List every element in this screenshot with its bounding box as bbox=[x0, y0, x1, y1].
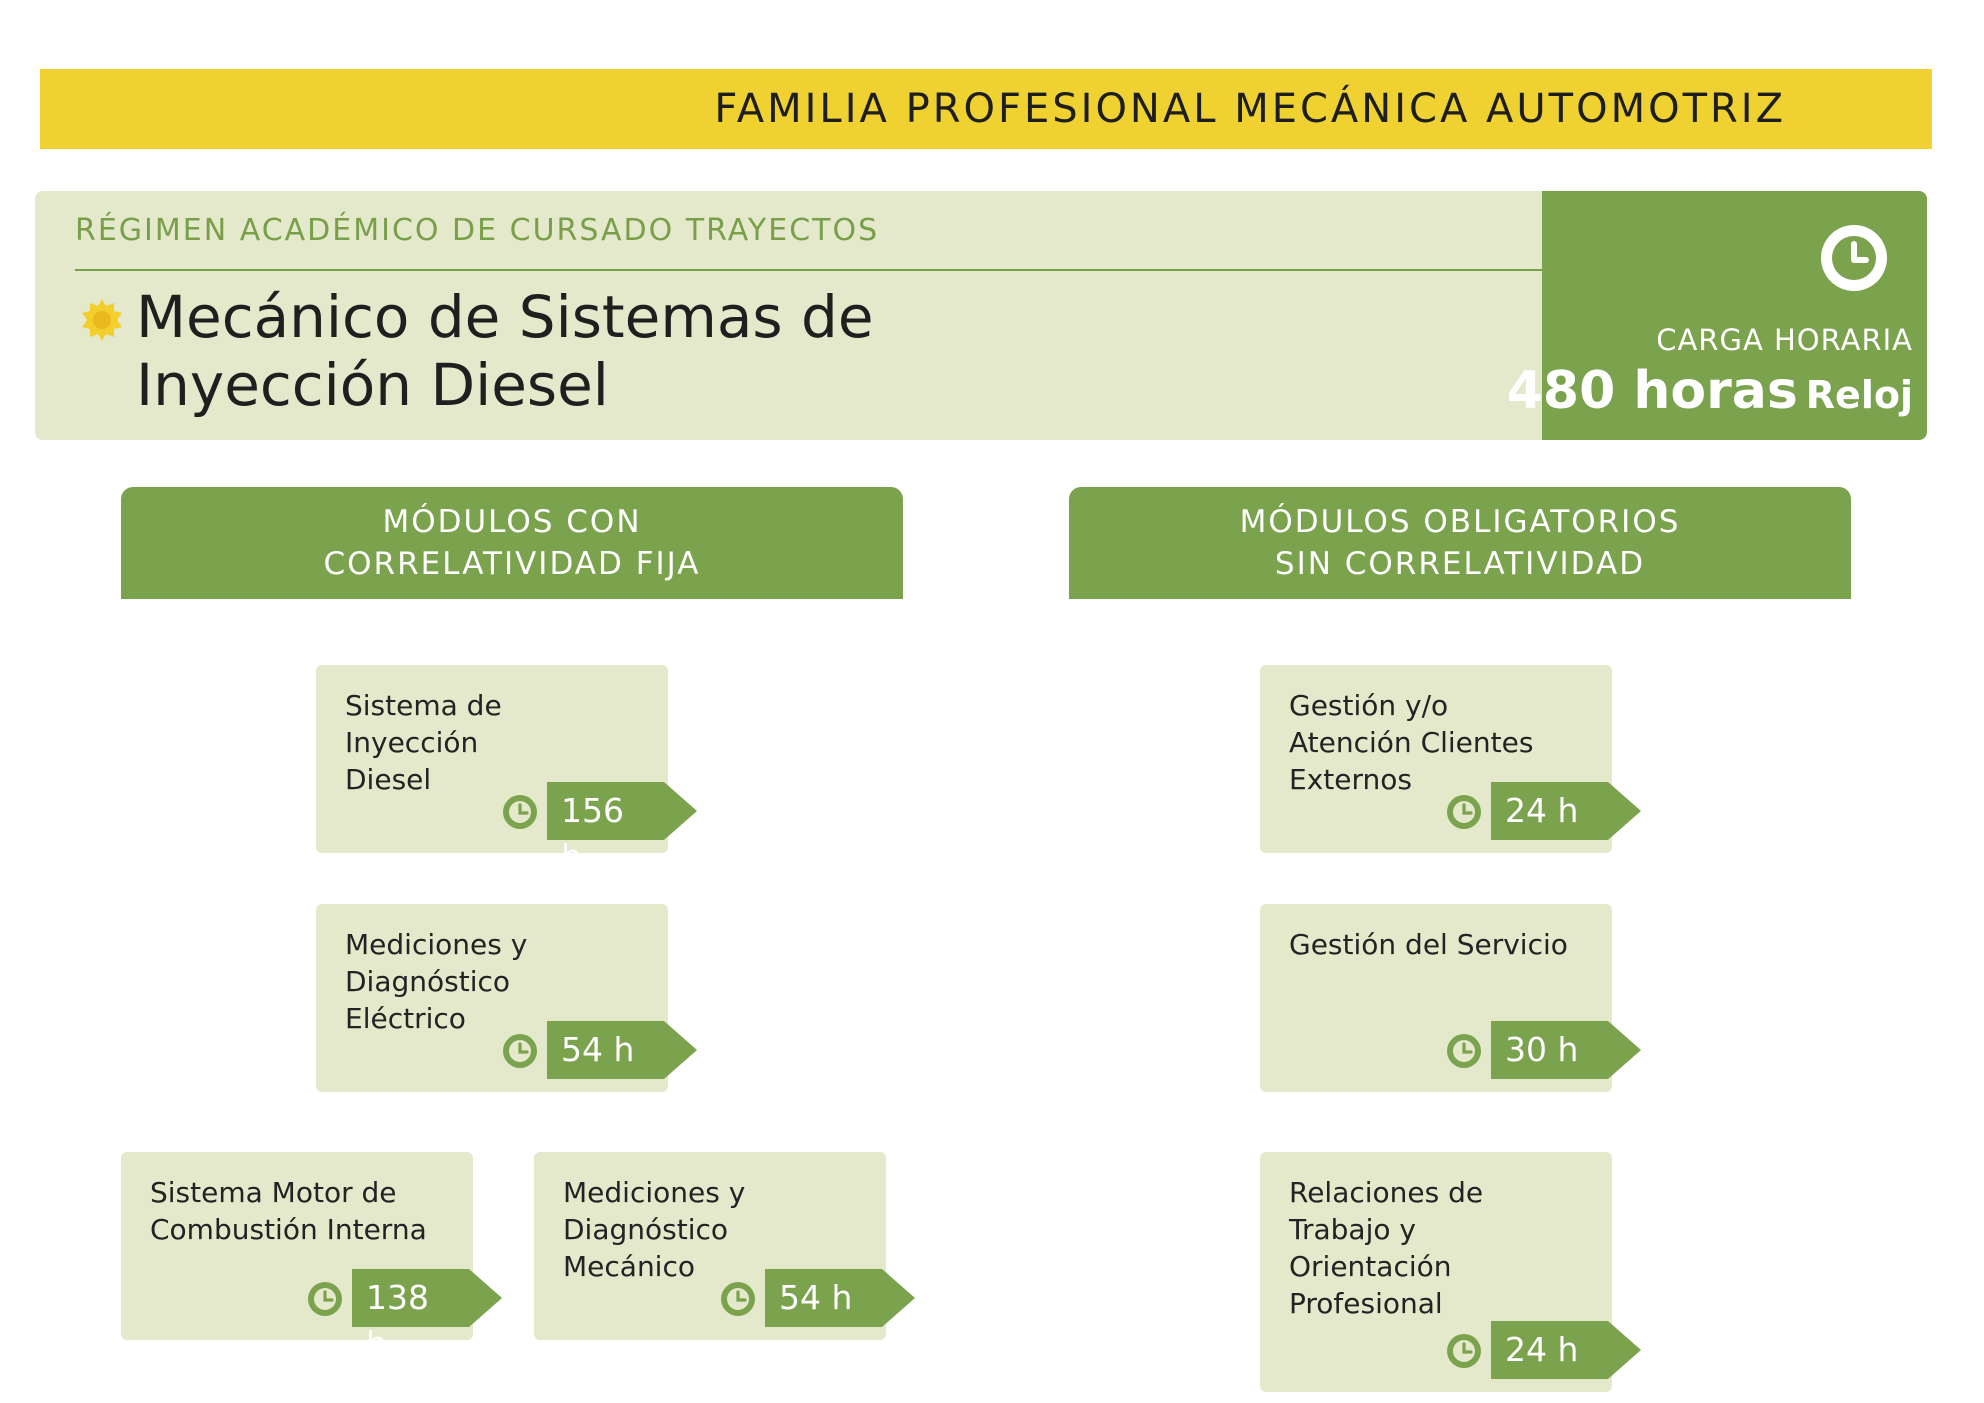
module-card bbox=[316, 904, 668, 1092]
module-hours bbox=[501, 782, 653, 876]
column-header-fixed-correlativity bbox=[121, 487, 903, 599]
family-title: FAMILIA PROFESIONAL MECÁNICA AUTOMOTRIZ bbox=[714, 86, 1786, 132]
column-header-line-2: CORRELATIVIDAD FIJA bbox=[323, 546, 701, 582]
module-hours bbox=[1445, 782, 1597, 840]
top-banner bbox=[40, 69, 1932, 149]
clock-icon bbox=[1445, 1032, 1483, 1070]
module-name: Gestión y/o Atención Clientes Externos bbox=[1289, 689, 1534, 796]
column-header-line-2: SIN CORRELATIVIDAD bbox=[1274, 546, 1646, 582]
module-name: Mediciones y Diagnóstico Mecánico bbox=[563, 1176, 746, 1283]
carga-horaria-value bbox=[1507, 361, 1913, 421]
column-header-line-1: MÓDULOS OBLIGATORIOS bbox=[1239, 504, 1681, 540]
module-card bbox=[316, 665, 668, 876]
clock-icon bbox=[1815, 219, 1893, 297]
hours-value: 138 h bbox=[366, 1278, 429, 1363]
header-divider bbox=[75, 269, 1545, 271]
module-hours bbox=[501, 1021, 653, 1079]
module-card bbox=[1260, 904, 1612, 1092]
module-name: Mediciones y Diagnóstico Eléctrico bbox=[345, 928, 528, 1035]
module-card bbox=[1260, 1152, 1612, 1392]
module-name: Sistema Motor de Combustión Interna bbox=[150, 1176, 427, 1246]
carga-horaria-hours: 480 horas bbox=[1506, 361, 1798, 421]
module-name: Gestión del Servicio bbox=[1289, 928, 1568, 961]
module-hours bbox=[1445, 1321, 1597, 1379]
module-card bbox=[1260, 665, 1612, 853]
hours-value: 54 h bbox=[561, 1030, 635, 1069]
column-header-mandatory bbox=[1069, 487, 1851, 599]
hours-value: 24 h bbox=[1505, 791, 1579, 830]
carga-horaria-label: CARGA HORARIA bbox=[1656, 323, 1913, 357]
column-header-line-1: MÓDULOS CON bbox=[382, 504, 642, 540]
hours-value: 156 h bbox=[561, 791, 624, 876]
module-name: Sistema de Inyección Diesel bbox=[345, 689, 502, 796]
course-title-line-2: Inyección Diesel bbox=[136, 351, 609, 419]
hours-value: 54 h bbox=[779, 1278, 853, 1317]
clock-icon bbox=[306, 1280, 344, 1318]
award-icon bbox=[79, 297, 125, 343]
hours-value: 24 h bbox=[1505, 1330, 1579, 1369]
hours-value: 30 h bbox=[1505, 1030, 1579, 1069]
carga-horaria-unit: Reloj bbox=[1805, 373, 1913, 417]
course-header bbox=[35, 191, 1927, 440]
regimen-label: RÉGIMEN ACADÉMICO DE CURSADO TRAYECTOS bbox=[75, 213, 880, 248]
module-hours bbox=[719, 1269, 871, 1327]
course-title bbox=[136, 283, 1036, 419]
module-hours bbox=[1445, 1021, 1597, 1079]
clock-icon bbox=[719, 1280, 757, 1318]
module-name: Relaciones de Trabajo y Orientación Profesional bbox=[1289, 1176, 1484, 1320]
carga-horaria-panel bbox=[1506, 191, 1927, 440]
clock-icon bbox=[501, 1032, 539, 1070]
clock-icon bbox=[501, 793, 539, 831]
clock-icon bbox=[1445, 1332, 1483, 1370]
module-card bbox=[534, 1152, 886, 1340]
clock-icon bbox=[1445, 793, 1483, 831]
module-hours bbox=[306, 1269, 458, 1363]
course-title-line-1: Mecánico de Sistemas de bbox=[136, 283, 874, 351]
module-card bbox=[121, 1152, 473, 1363]
